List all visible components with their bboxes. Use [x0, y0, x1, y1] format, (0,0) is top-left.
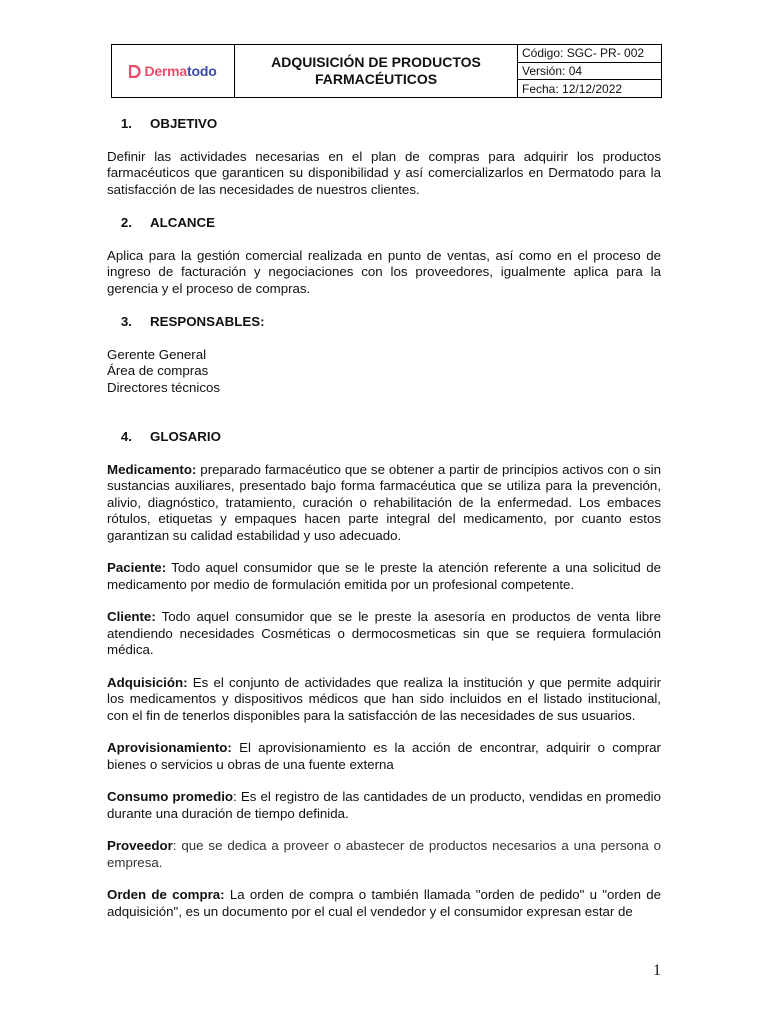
title-line-2: FARMACÉUTICOS	[314, 71, 438, 87]
section-heading-alcance	[107, 215, 661, 232]
page-number: 1	[653, 962, 661, 979]
dermatodo-logo-icon	[129, 65, 141, 78]
glossary-term: Cliente:	[107, 609, 156, 624]
logo-cell	[112, 45, 235, 97]
document-title	[235, 45, 518, 97]
glossary-term: Aprovisionamiento:	[107, 740, 232, 755]
section-heading-glosario	[107, 429, 661, 446]
list-item: Directores técnicos	[107, 379, 221, 395]
glossary-definition: Es el conjunto de actividades que realiza la institución y que permite adquirir los medicamentos y dispositivos médicos que han sido incluidos en el listado institucional, con el fin de tenerlos disponibles para la satisfacción de las necesidades de sus usuarios.	[107, 674, 661, 723]
glossary-definition: El aprovisionamiento es la acción de encontrar, adquirir o comprar bienes o servicios u obras de una fuente externa	[107, 740, 661, 772]
glossary-definition: Todo aquel consumidor que se le preste la asesoría en productos de venta libre atendiendo necesidades Cosméticas o dermocosmeticas sin que se requiera formulación médica.	[107, 609, 661, 657]
glossary-term: Paciente:	[107, 560, 167, 575]
objetivo-paragraph: Definir las actividades necesarias en el plan de compras para adquirir los productos farmacéuticos que garanticen su disponibilidad y así comercializarlos en Dermatodo para la satisfacción de las necesidades de nuestros clientes.	[107, 148, 661, 197]
section-heading-objetivo	[107, 116, 661, 133]
glossary-definition: preparado farmacéutico que se obtener a partir de principios activos con o sin sustancias auxiliares, presentado bajo forma farmacéutica que se utiliza para la prevención, alivio, diagnóstico, tratamiento, curación o rehabilitación de la enfermedad. Los embaces rótulos, etiquetas y empaques hacen parte integral del medicamento, por cuanto estos garantizan su calidad estabilidad y uso adecuado.	[107, 461, 661, 543]
responsables-list	[107, 347, 661, 397]
section-title: OBJETIVO	[150, 116, 218, 131]
glossary-entry-proveedor	[107, 838, 661, 871]
glossary-entry-paciente	[107, 560, 661, 593]
section-title: RESPONSABLES:	[150, 314, 265, 329]
glossary-term: Adquisición:	[107, 674, 188, 690]
document-date: Fecha: 12/12/2022	[518, 79, 661, 97]
glossary-definition: La orden de compra o también llamada "orden de pedido" u "orden de adquisición", es un documento por el cual el vendedor y el consumidor expresan estar de	[107, 887, 661, 919]
list-item: Área de compras	[107, 363, 209, 378]
glossary-term: Consumo promedio	[107, 789, 234, 804]
list-item: Gerente General	[107, 346, 207, 362]
glossary-entry-consumo-promedio	[107, 789, 661, 822]
glossary-definition: : que se dedica a proveer o abastecer de productos necesarios a una persona o empresa.	[107, 838, 661, 870]
section-number: 1.	[120, 116, 132, 131]
section-title: ALCANCE	[150, 215, 216, 230]
section-number: 2.	[120, 215, 132, 230]
logo-text-derma: Derma	[144, 63, 188, 79]
alcance-paragraph: Aplica para la gestión comercial realizada en punto de ventas, así como en el proceso de ingreso de facturación y negociaciones con los proveedores, igualmente aplica para la gerencia y el proceso de compras.	[107, 247, 661, 296]
dermatodo-logo	[129, 63, 216, 79]
glossary-entry-medicamento	[107, 462, 661, 545]
document-meta	[518, 45, 661, 97]
glossary-term: Proveedor	[107, 838, 173, 853]
glossary-definition: Todo aquel consumidor que se le preste la atención referente a una solicitud de medicamento por medio de formulación emitida por un profesional competente.	[107, 560, 661, 592]
glossary-entry-orden-de-compra	[107, 887, 661, 920]
logo-text-todo: todo	[187, 63, 217, 79]
title-line-1: ADQUISICIÓN DE PRODUCTOS	[271, 54, 481, 70]
glossary-term: Orden de compra:	[107, 887, 225, 902]
document-body	[107, 116, 661, 920]
glossary-entry-aprovisionamiento	[107, 740, 661, 773]
glossary-entry-adquisicion	[107, 675, 661, 725]
glossary-definition: : Es el registro de las cantidades de un producto, vendidas en promedio durante una duración de tiempo definida.	[107, 789, 661, 821]
section-number: 3.	[120, 314, 132, 329]
glossary-term: Medicamento:	[107, 461, 197, 477]
section-heading-responsables	[107, 314, 661, 331]
document-code: Código: SGC- PR- 002	[522, 46, 645, 61]
document-header-table	[111, 44, 662, 98]
section-title: GLOSARIO	[150, 429, 221, 444]
glossary-entry-cliente	[107, 609, 661, 659]
document-version: Versión: 04	[518, 62, 661, 80]
section-number: 4.	[120, 429, 132, 444]
